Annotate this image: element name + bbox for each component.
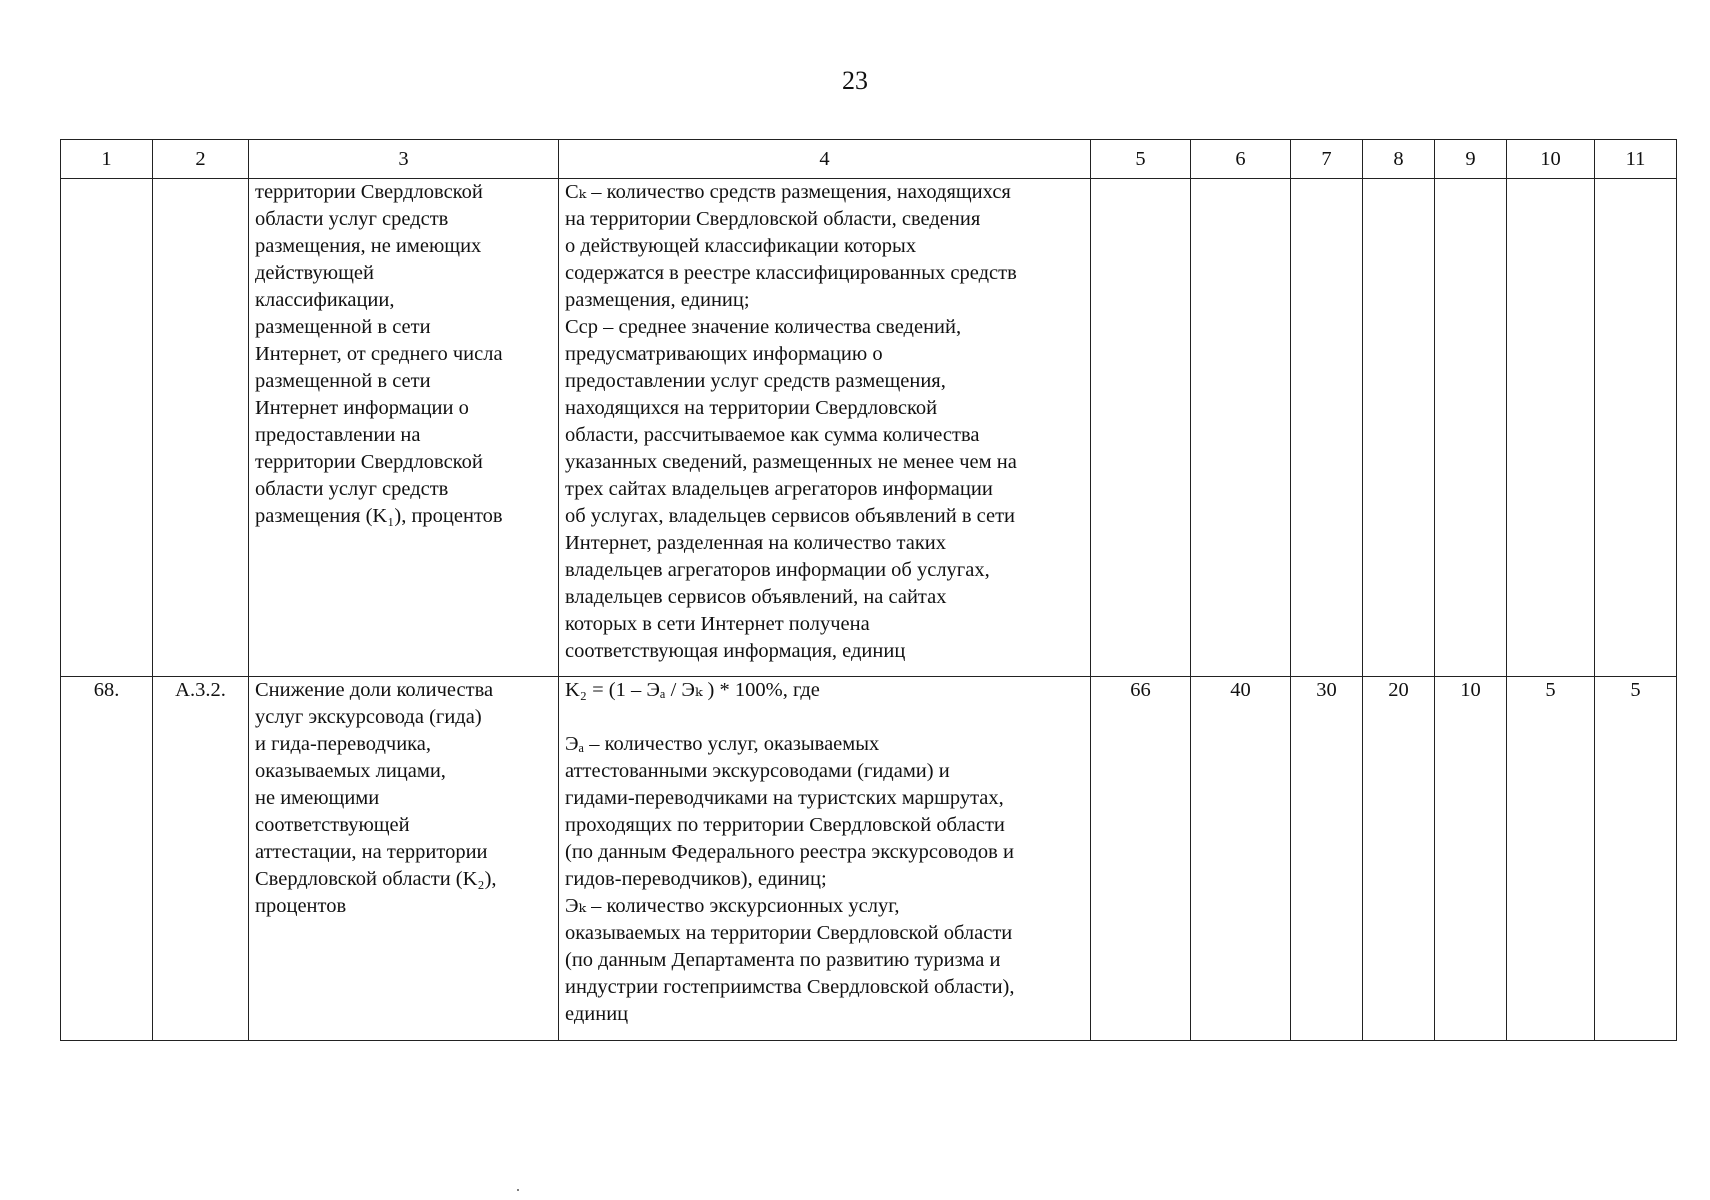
text-line: проходящих по территории Свердловской области bbox=[565, 814, 1005, 836]
column-header-8: 8 bbox=[1363, 140, 1435, 179]
text-line: размещения (K₁), процентов bbox=[255, 505, 503, 527]
text-line: Интернет, от среднего числа bbox=[255, 343, 503, 365]
value-cell-7 bbox=[1291, 179, 1363, 677]
text-line: K₂ = (1 – Эₐ / Эₖ ) * 100%, где bbox=[565, 679, 820, 701]
text-line: размещения, единиц; bbox=[565, 289, 750, 311]
row-number-cell: 68. bbox=[61, 677, 153, 1041]
text-line: территории Свердловской bbox=[255, 451, 483, 473]
value-cell-9: 10 bbox=[1435, 677, 1507, 1041]
text-line: оказываемых лицами, bbox=[255, 760, 446, 782]
text-line: Cср – среднее значение количества сведений, bbox=[565, 316, 962, 338]
column-header-6: 6 bbox=[1191, 140, 1291, 179]
text-line: аттестованными экскурсоводами (гидами) и bbox=[565, 760, 950, 782]
value-cell-10 bbox=[1507, 179, 1595, 677]
text-line: об услугах, владельцев сервисов объявлений в сети bbox=[565, 505, 1016, 527]
text-line: аттестации, на территории bbox=[255, 841, 488, 863]
indicator-name-cell bbox=[249, 677, 559, 1041]
text-line: Эₐ – количество услуг, оказываемых bbox=[565, 733, 880, 755]
formula-description-cell bbox=[559, 179, 1091, 677]
column-header-4: 4 bbox=[559, 140, 1091, 179]
table-row-continuation bbox=[61, 179, 1677, 677]
text-line: находящихся на территории Свердловской bbox=[565, 397, 938, 419]
text-line: оказываемых на территории Свердловской области bbox=[565, 922, 1013, 944]
table-row-68 bbox=[61, 677, 1677, 1041]
column-header-3: 3 bbox=[249, 140, 559, 179]
text-line: области услуг средств bbox=[255, 208, 449, 230]
column-header-7: 7 bbox=[1291, 140, 1363, 179]
text-line: процентов bbox=[255, 895, 347, 917]
value-cell-6 bbox=[1191, 179, 1291, 677]
value-cell-11 bbox=[1595, 179, 1677, 677]
text-line: трех сайтах владельцев агрегаторов информации bbox=[565, 478, 993, 500]
text-line: гидами-переводчиками на туристских маршрутах, bbox=[565, 787, 1004, 809]
text-line: о действующей классификации которых bbox=[565, 235, 917, 257]
text-line: индустрии гостеприимства Свердловской области), bbox=[565, 976, 1015, 998]
text-line: размещенной в сети bbox=[255, 316, 431, 338]
text-line: соответствующая информация, единиц bbox=[565, 640, 906, 662]
indicators-table bbox=[60, 139, 1677, 1041]
value-cell-8: 20 bbox=[1363, 677, 1435, 1041]
column-header-11: 11 bbox=[1595, 140, 1677, 179]
value-cell-11: 5 bbox=[1595, 677, 1677, 1041]
text-line: области услуг средств bbox=[255, 478, 449, 500]
scan-speck bbox=[517, 1189, 519, 1191]
text-line: Свердловской области (K₂), bbox=[255, 868, 497, 890]
value-cell-7: 30 bbox=[1291, 677, 1363, 1041]
indicator-code-cell bbox=[153, 179, 249, 677]
column-header-2: 2 bbox=[153, 140, 249, 179]
value-cell-6: 40 bbox=[1191, 677, 1291, 1041]
text-line: предоставлении на bbox=[255, 424, 421, 446]
value-cell-9 bbox=[1435, 179, 1507, 677]
text-line: Снижение доли количества bbox=[255, 679, 494, 701]
column-header-5: 5 bbox=[1091, 140, 1191, 179]
indicator-code-cell: А.3.2. bbox=[153, 677, 249, 1041]
text-line: действующей bbox=[255, 262, 374, 284]
text-line: Интернет, разделенная на количество таких bbox=[565, 532, 947, 554]
text-line: соответствующей bbox=[255, 814, 410, 836]
text-line: предусматривающих информацию о bbox=[565, 343, 883, 365]
column-header-9: 9 bbox=[1435, 140, 1507, 179]
indicator-name-cell bbox=[249, 179, 559, 677]
formula-description-cell bbox=[559, 677, 1091, 1041]
text-line: указанных сведений, размещенных не менее чем на bbox=[565, 451, 1017, 473]
value-cell-10: 5 bbox=[1507, 677, 1595, 1041]
text-line: владельцев сервисов объявлений, на сайтах bbox=[565, 586, 947, 608]
text-line: и гида-переводчика, bbox=[255, 733, 432, 755]
column-number-row bbox=[61, 140, 1677, 179]
text-line: гидов-переводчиков), единиц; bbox=[565, 868, 827, 890]
text-line: предоставлении услуг средств размещения, bbox=[565, 370, 946, 392]
text-line: (по данным Федерального реестра экскурсоводов и bbox=[565, 841, 1014, 863]
row-number-cell bbox=[61, 179, 153, 677]
value-cell-5 bbox=[1091, 179, 1191, 677]
text-line: (по данным Департамента по развитию туризма и bbox=[565, 949, 1001, 971]
column-header-1: 1 bbox=[61, 140, 153, 179]
text-line: содержатся в реестре классифицированных средств bbox=[565, 262, 1017, 284]
text-line: владельцев агрегаторов информации об услугах, bbox=[565, 559, 990, 581]
text-line bbox=[565, 704, 1084, 731]
text-line: Эₖ – количество экскурсионных услуг, bbox=[565, 895, 900, 917]
text-line: услуг экскурсовода (гида) bbox=[255, 706, 482, 728]
text-line: которых в сети Интернет получена bbox=[565, 613, 870, 635]
page-number: 23 bbox=[842, 66, 868, 95]
text-line: области, рассчитываемое как сумма количества bbox=[565, 424, 980, 446]
text-line: единиц bbox=[565, 1003, 629, 1025]
text-line: размещения, не имеющих bbox=[255, 235, 482, 257]
value-cell-5: 66 bbox=[1091, 677, 1191, 1041]
text-line: размещенной в сети bbox=[255, 370, 431, 392]
text-line: не имеющими bbox=[255, 787, 380, 809]
text-line: Интернет информации о bbox=[255, 397, 469, 419]
text-line: территории Свердловской bbox=[255, 181, 483, 203]
column-header-10: 10 bbox=[1507, 140, 1595, 179]
text-line: Cₖ – количество средств размещения, находящихся bbox=[565, 181, 1011, 203]
value-cell-8 bbox=[1363, 179, 1435, 677]
text-line: на территории Свердловской области, сведения bbox=[565, 208, 981, 230]
text-line: классификации, bbox=[255, 289, 395, 311]
